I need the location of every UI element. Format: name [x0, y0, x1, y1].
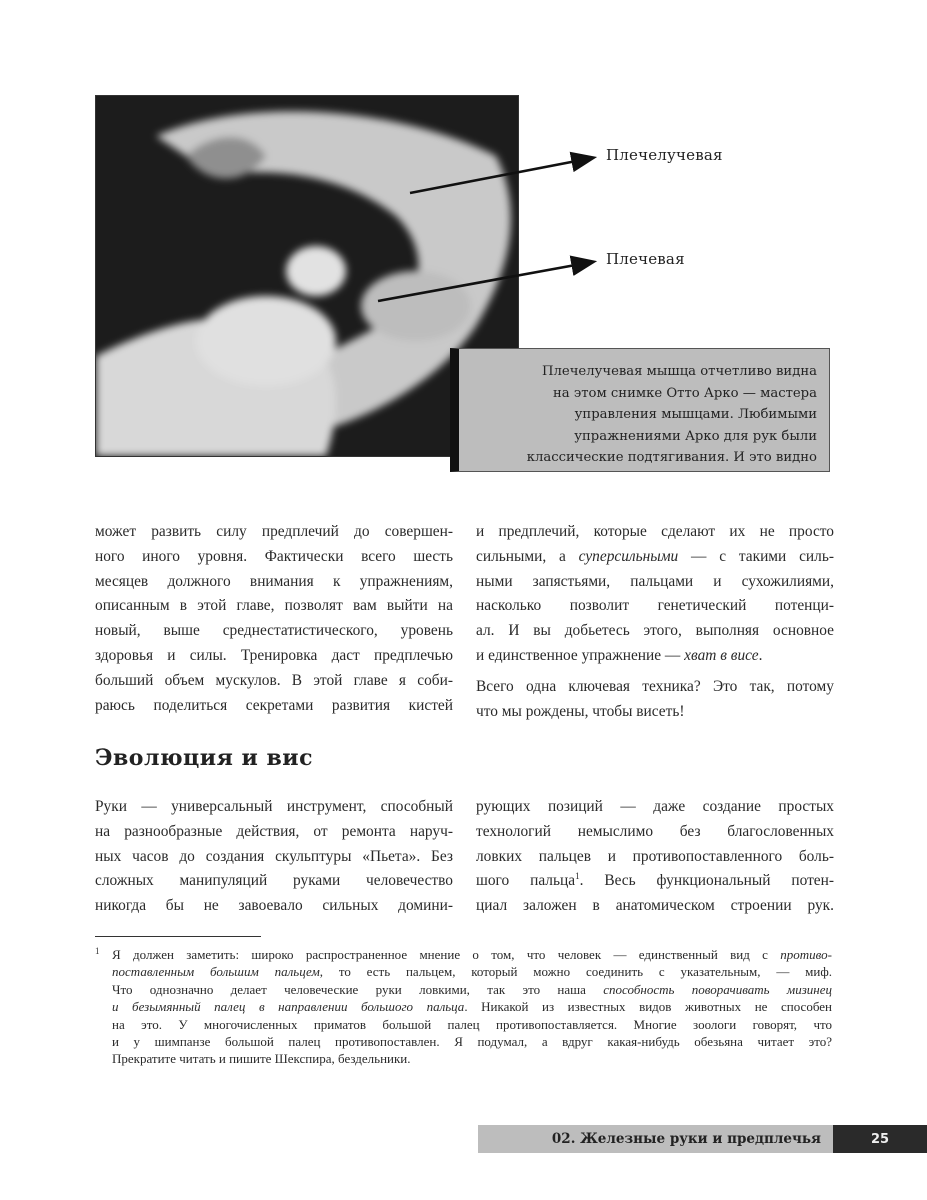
footnote-line — [112, 998, 832, 1015]
footnote-line — [112, 981, 832, 998]
text-line: что мы рождены, чтобы висеть! — [476, 702, 685, 720]
footnote-reference[interactable]: 1 — [575, 871, 580, 882]
emphasis-hvat-v-vise: хват в висе — [684, 646, 759, 664]
section-heading: Эволюция и вис — [95, 745, 313, 771]
text-run: Что однозначно делает человеческие руки ловкими, так это наша — [112, 981, 604, 997]
text-line: сложных манипуляций руками человечество — [95, 872, 453, 890]
footnote-line — [112, 946, 832, 963]
text-run: . Весь функциональный потен- — [579, 872, 834, 890]
text-line: раюсь поделиться секретами развития кистей — [95, 696, 453, 714]
caption-line: Плечелучевая мышца отчетливо видна — [542, 364, 817, 379]
text-line: ными запястьями, пальцами и сухожилиями, — [476, 572, 834, 590]
text-line: новый, выше среднестатистического, уровень — [95, 622, 453, 640]
text-run: шого пальца — [476, 872, 576, 890]
text-line: на разнообразные действия, от ремонта наруч- — [95, 822, 453, 840]
text-line — [476, 644, 834, 669]
text-line: Руки — универсальный инструмент, способный — [95, 798, 453, 815]
footnote-line: на это. У многочисленных приматов большой палец противопоставляется. Многие зоологи говорят, что — [112, 1016, 832, 1032]
text-line: ных часов до создания скульптуры «Пьета». Без — [95, 847, 453, 865]
body-column-right-2 — [476, 795, 834, 919]
text-run: Я должен заметить: широко распространенное мнение о том, что человек — единственный вид с — [112, 947, 781, 962]
photo-caption-box — [450, 348, 830, 472]
text-line: циал заложен в анатомическом строении рук. — [476, 897, 834, 915]
caption-line: классические подтягивания. И это видно — [526, 450, 817, 465]
text-run: и единственное упражнение — — [476, 646, 685, 664]
text-line: и предплечий, которые сделают их не просто — [476, 523, 834, 540]
emphasis: противо- — [780, 947, 832, 962]
footnote-line: и у шимпанзе большой палец противопоставлен. Я подумал, а вдруг какая-нибудь обезьяна читает это? — [112, 1034, 832, 1050]
body-column-right-1 — [476, 520, 834, 724]
text-line: может развить силу предплечий до совершен- — [95, 523, 453, 540]
emphasis: поставленным большим пальцем — [112, 964, 320, 980]
text-line: ловких пальцев и противопоставленного боль- — [476, 847, 834, 865]
running-footer-chapter: 02. Железные руки и предплечья — [478, 1125, 833, 1153]
text-run: . — [758, 646, 763, 664]
text-line: насколько позволит генетический потенци- — [476, 597, 834, 615]
label-brachialis: Плечевая — [606, 250, 685, 268]
text-run: сильными, а — [476, 547, 579, 565]
body-column-left-2 — [95, 795, 453, 919]
body-column-left-1 — [95, 520, 453, 718]
footnote-mark: 1 — [95, 946, 100, 956]
emphasis: способность поворачивать мизинец — [603, 981, 832, 997]
text-line: здоровья и силы. Тренировка даст предплечью — [95, 646, 453, 664]
footnote-line: Прекратите читать и пишите Шекспира, бездельники. — [112, 1051, 411, 1067]
text-line: технологий немыслимо без благословенных — [476, 822, 834, 840]
photo-caption-text — [465, 361, 817, 469]
text-line: больший объем мускулов. В этой главе я соби- — [95, 671, 453, 689]
text-line: месяцев должного внимания к упражнениям, — [95, 572, 453, 590]
text-line: никогда бы не завоевало сильных домини- — [95, 897, 453, 915]
label-brachioradialis: Плечелучевая — [606, 146, 723, 164]
footnote — [112, 946, 832, 1068]
text-line — [476, 869, 834, 894]
text-line: ал. И вы добьетесь этого, выполняя основное — [476, 622, 834, 640]
text-run: — с такими силь- — [678, 547, 834, 565]
page-number: 25 — [833, 1125, 927, 1153]
caption-line: управления мышцами. Любимыми — [574, 407, 817, 422]
paragraph — [476, 675, 834, 725]
text-run: , то есть пальцем, который можно соединить с указательным, — миф. — [319, 964, 832, 980]
caption-line: упражнениями Арко для рук были — [574, 428, 817, 444]
footnote-divider — [95, 936, 261, 937]
footnote-line — [112, 963, 832, 980]
emphasis-supersilnymi: суперсильными — [578, 547, 679, 565]
text-line: описанным в этой главе, позволят вам выйти на — [95, 597, 453, 615]
emphasis: и безымянный палец в направлении большого пальца — [112, 999, 465, 1015]
caption-line: на этом снимке Отто Арко — мастера — [552, 385, 817, 401]
text-line: рующих позиций — даже создание простых — [476, 798, 834, 815]
text-line: ного иного уровня. Фактически всего шесть — [95, 547, 453, 565]
text-line — [476, 545, 834, 570]
text-run: . Никакой из известных видов животных не способен — [464, 999, 832, 1015]
text-line: Всего одна ключевая техника? Это так, потому — [476, 677, 834, 695]
